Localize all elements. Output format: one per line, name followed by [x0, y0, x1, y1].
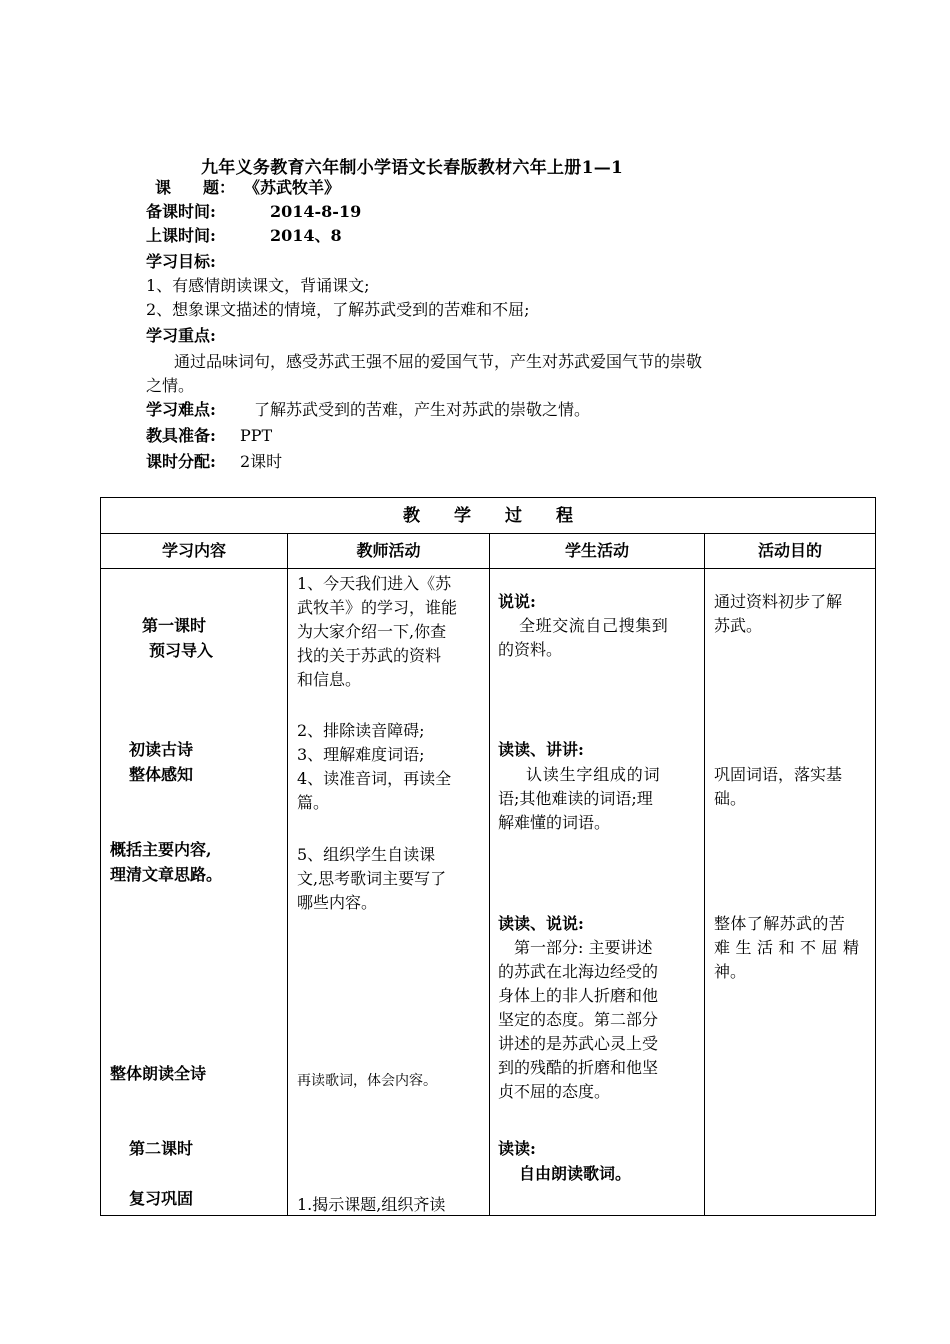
class-time-label: 上课时间:	[146, 226, 216, 245]
topic-value: 《苏武牧羊》	[244, 178, 341, 197]
content-stage-1-line2: 预习导入	[149, 641, 214, 660]
content-stage-2-line1: 初读古诗	[129, 740, 194, 759]
teacher-activity-line: 武牧羊》的学习，谁能	[297, 598, 458, 617]
student-activity-line: 的资料。	[498, 640, 563, 659]
column-header-purpose: 活动目的	[757, 541, 822, 560]
content-stage-6: 复习巩固	[129, 1189, 194, 1208]
column-divider	[287, 533, 288, 1216]
purpose-line: 整体了解苏武的苦	[714, 914, 846, 933]
purpose-line: 神。	[714, 962, 747, 981]
student-activity-line: 第一部分: 主要讲述	[514, 938, 653, 957]
content-stage-4: 整体朗读全诗	[110, 1064, 207, 1083]
content-stage-3-line2: 理清文章思路。	[110, 865, 223, 884]
student-activity-heading: 读读:	[498, 1139, 536, 1158]
focus-label: 学习重点:	[146, 326, 216, 345]
class-time-value: 2014、8	[270, 226, 342, 245]
teaching-process-table	[100, 497, 876, 1216]
student-activity-line: 贞不屈的态度。	[498, 1082, 611, 1101]
student-activity-line: 自由朗读歌词。	[519, 1164, 632, 1183]
purpose-line: 础。	[714, 789, 747, 808]
table-title: 教 学 过 程	[403, 506, 573, 526]
column-divider	[704, 533, 705, 1216]
column-header-content: 学习内容	[161, 541, 226, 560]
difficulty-value: 了解苏武受到的苦难，产生对苏武的崇敬之情。	[254, 400, 591, 419]
hours-label: 课时分配:	[146, 452, 216, 471]
student-activity-heading: 说说:	[498, 592, 536, 611]
purpose-line: 巩固词语，落实基	[714, 765, 843, 784]
teacher-activity-line: 4、读准音词，再读全	[297, 769, 452, 788]
student-activity-line: 认读生字组成的词	[526, 765, 661, 784]
content-stage-3-line1: 概括主要内容,	[110, 840, 212, 859]
student-activity-heading: 读读、说说:	[498, 914, 584, 933]
purpose-line: 苏武。	[714, 616, 763, 635]
prep-time-label: 备课时间:	[146, 202, 216, 221]
teacher-activity-line: 为大家介绍一下,你查	[297, 622, 447, 641]
goal-item-1: 1、有感情朗读课文，背诵课文;	[146, 276, 370, 295]
prep-time-value: 2014-8-19	[270, 202, 362, 221]
teacher-activity-line: 5、组织学生自读课	[297, 845, 436, 864]
student-activity-line: 语;其他难读的词语;理	[498, 789, 653, 808]
teacher-activity-line: 1、今天我们进入《苏	[297, 574, 452, 593]
table-rule	[101, 568, 875, 569]
student-activity-line: 的苏武在北海边经受的	[498, 962, 659, 981]
student-activity-heading: 读读、讲讲:	[498, 740, 584, 759]
teacher-activity-line: 篇。	[297, 793, 330, 812]
focus-text-line1: 通过品味词句，感受苏武王强不屈的爱国气节，产生对苏武爱国气节的崇敬	[174, 352, 703, 371]
goal-item-2: 2、想象课文描述的情境，了解苏武受到的苦难和不屈;	[146, 300, 530, 319]
goals-label: 学习目标:	[146, 252, 216, 271]
topic-label: 课 题：	[155, 178, 236, 197]
purpose-line: 通过资料初步了解	[714, 592, 843, 611]
tools-label: 教具准备:	[146, 426, 216, 445]
purpose-line: 难生活和不屈精	[714, 938, 865, 957]
column-header-teacher: 教师活动	[356, 541, 421, 560]
teacher-activity-line: 找的关于苏武的资料	[297, 646, 442, 665]
teacher-activity-line: 1.揭示课题,组织齐读	[297, 1195, 446, 1214]
table-rule	[101, 533, 875, 534]
teacher-activity-line: 和信息。	[297, 670, 362, 689]
teacher-activity-line: 再读歌词，体会内容。	[297, 1073, 437, 1089]
difficulty-label: 学习难点:	[146, 400, 216, 419]
column-divider	[489, 533, 490, 1216]
column-header-student: 学生活动	[564, 541, 629, 560]
hours-value: 2课时	[240, 452, 283, 471]
teacher-activity-line: 文,思考歌词主要写了	[297, 869, 447, 888]
student-activity-line: 全班交流自己搜集到	[519, 616, 669, 635]
document-title: 九年义务教育六年制小学语文长春版教材六年上册1—1	[201, 158, 624, 178]
focus-text-line2: 之情。	[146, 376, 195, 395]
student-activity-line: 解难懂的词语。	[498, 813, 611, 832]
student-activity-line: 到的残酷的折磨和他坚	[498, 1058, 659, 1077]
content-stage-2-line2: 整体感知	[129, 765, 194, 784]
teacher-activity-line: 3、理解难度词语;	[297, 745, 425, 764]
teacher-activity-line: 2、排除读音障碍;	[297, 721, 425, 740]
tools-value: PPT	[240, 426, 273, 445]
student-activity-line: 坚定的态度。第二部分	[498, 1010, 659, 1029]
content-stage-5: 第二课时	[129, 1139, 194, 1158]
content-stage-1-line1: 第一课时	[142, 616, 207, 635]
teacher-activity-line: 哪些内容。	[297, 893, 378, 912]
student-activity-line: 身体上的非人折磨和他	[498, 986, 659, 1005]
student-activity-line: 讲述的是苏武心灵上受	[498, 1034, 659, 1053]
